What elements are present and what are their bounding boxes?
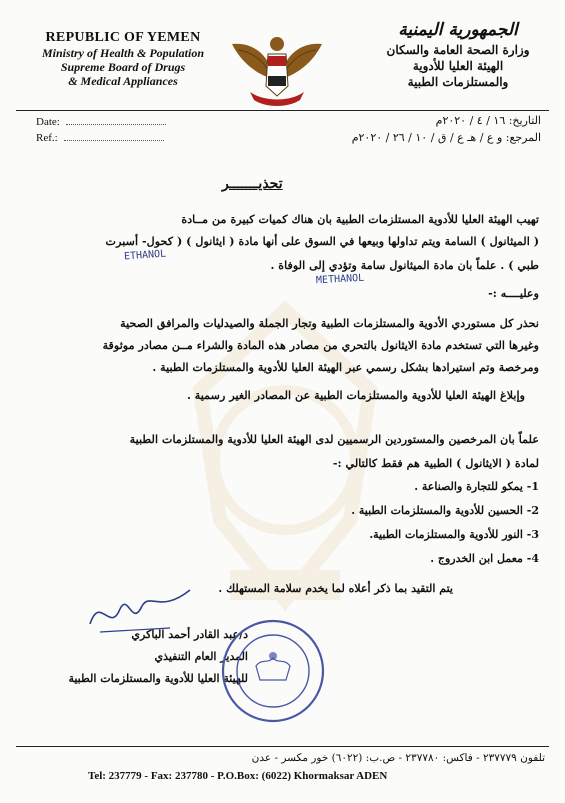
body-p3-line1: علماً بان المرخصين والمستوردين الرسميين لدى الهيئة العليا للأدوية والمستلزمات الطبية [129,432,539,446]
arabic-ref: المرجع: و ع / هـ ع / ق / ١٠ / ٢٦ / ٢٠٢٠م [351,131,541,144]
warning-title: تحذيـــــــر [222,176,283,192]
licensed-item: 3- النور للأدوية والمستلزمات الطبية. [369,528,539,541]
signatory-organization: للهيئة العليا للأدوية والمستلزمات الطبية [68,672,248,685]
licensed-item: 4- معمل ابن الخدروج . [430,552,539,565]
ref-label: Ref.: [36,132,58,144]
body-p2-line2: وغيرها التي تستخدم مادة الايثانول بالتحري من مصادر هذه المادة والشراء مــن مصادر موثوقة [102,338,539,352]
header-country-en: REPUBLIC OF YEMEN [45,30,201,45]
ref-field [36,132,164,144]
body-p2-line4: وإبلاغ الهيئة العليا للأدوية والمستلزمات الطبية عن المصادر الغير رسمية . [187,388,525,402]
signatory-position: المدير العام التنفيذي [154,650,248,663]
handwritten-methanol: METHANOL [315,272,365,287]
header-board-ar: الهيئة العليا للأدوية [412,59,504,73]
date-field [36,116,166,128]
header-arabic [373,18,543,90]
body-p1-line2: ( الميثانول ) السامة ويتم تداولها وبيعها في السوق على أنها مادة ( ايثانول ) ( كحول- أسبرت [105,234,539,248]
header-ministry-ar: وزارة الصحة العامة والسكان [386,43,530,57]
closing-note: يتم التقيد بما ذكر أعلاه لما يخدم سلامة المستهلك . [218,582,453,595]
arabic-date: التاريخ: ١٦ / ٤ / ٢٠٢٠م [435,114,541,127]
header-country-ar: الجمهورية اليمنية [398,20,518,40]
body-p2-line1: نحذر كل مستوردي الأدوية والمستلزمات الطبية وتجار الجملة والصيدليات والمرافق الصحية [120,316,539,330]
header-divider [16,110,549,111]
header-board-en: Supreme Board of Drugs [60,60,186,74]
signature-block [38,624,248,690]
body-p2-line3: ومرخصة وتم استيرادها بشكل رسمي عبر الهيئة العليا للأدوية والمستلزمات الطبية . [152,360,539,374]
yemen-eagle-emblem-icon [230,30,324,112]
footer-english: Tel: 237779 - Fax: 237780 - P.O.Box: (6022) Khormaksar ADEN [88,770,388,782]
body-p1-line3: طبي ) . علماً بان مادة الميثانول سامة وتؤدي إلى الوفاة . [270,258,539,272]
header-board2-ar: والمستلزمات الطبية [407,75,509,89]
header-board2-en: & Medical Appliances [68,74,178,88]
official-stamp-icon [218,618,328,724]
licensed-item: 1- يمكو للتجارة والصناعة . [414,480,539,493]
header-ministry-en: Ministry of Health & Population [41,46,205,60]
body-p1-line4: وعليــــه :- [488,286,539,300]
date-label: Date: [36,116,60,128]
footer-divider [16,746,549,747]
licensed-item: 2- الحسين للأدوية والمستلزمات الطبية . [351,504,539,517]
signatory-name: د/عبد القادر أحمد الباكري [131,628,248,641]
handwritten-ethanol: ETHANOL [123,248,167,263]
body-p1-line1: تهيب الهيئة العليا للأدوية المستلزمات الطبية بان هناك كميات كبيرة من مــادة [181,212,539,226]
body-p3-line2: لمادة ( الايثانول ) الطبية هم فقط كالتالي :- [332,456,539,470]
footer-arabic: تلفون ٢٣٧٧٧٩ - فاكس: ٢٣٧٧٨٠ - ص.ب: (٦٠٢٢) خور مكسر - عدن [251,752,545,764]
header-english [28,30,218,88]
